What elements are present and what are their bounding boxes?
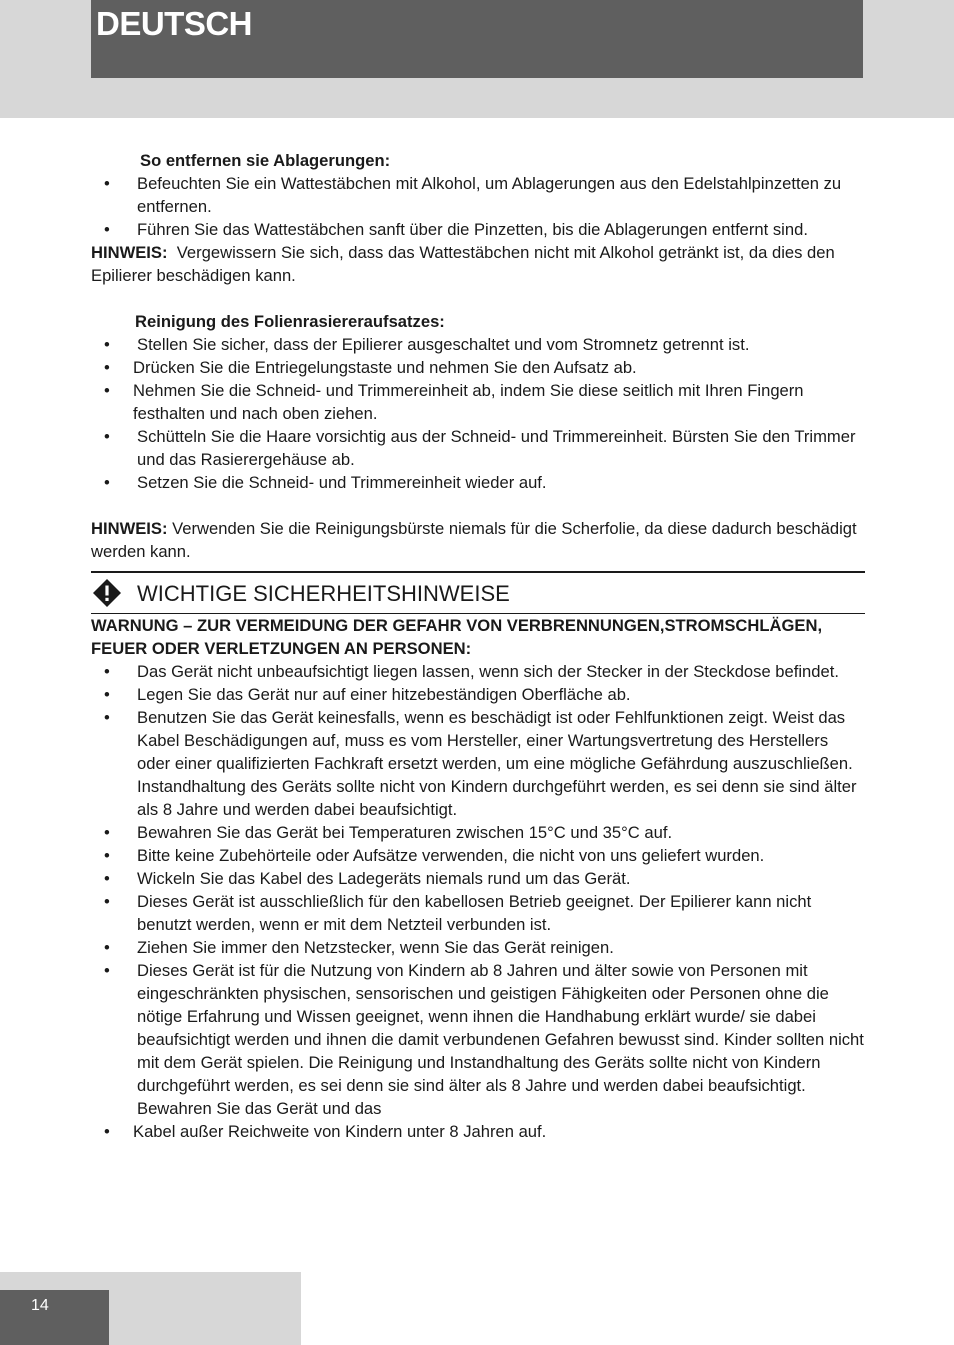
list-item: • Wickeln Sie das Kabel des Ladegeräts niemals rund um das Gerät.: [104, 869, 631, 888]
section-heading-deposits: So entfernen sie Ablagerungen:: [140, 151, 391, 170]
list-item: • Dieses Gerät ist für die Nutzung von Kindern ab 8 Jahren und älter sowie von Personen mit eingeschränkten physischen, sensorischen und geistigen Fähigkeiten oder Personen ohne die nötige Erfahrung und Wissen geeignet, wenn ihnen die Handhabung erklärt wurde/ sie dabei beaufsichtigt werden und ihnen die damit verbundenen Gefahren bewusst sind. Kinder sollten nicht mit dem Gerät spielen. Die Reinigung und Instandhaltung des Geräts sollte nicht von Kindern durchgeführt werden, es sei denn sie sind älter als 8 Jahre und werden dabei beaufsichtigt. Bewahren Sie das Gerät und das: [104, 961, 864, 1118]
bullet-icon: •: [104, 892, 110, 911]
bullet-icon: •: [104, 961, 110, 980]
list-item: • Bitte keine Zubehörteile oder Aufsätze verwenden, die nicht von uns geliefert wurden.: [104, 846, 765, 865]
bullet-icon: •: [104, 427, 110, 446]
list-item: • Befeuchten Sie ein Wattestäbchen mit Alkohol, um Ablagerungen aus den Edelstahlpinzetten zu entfernen.: [104, 174, 842, 216]
list-item: • Stellen Sie sicher, dass der Epilierer ausgeschaltet und vom Stromnetz getrennt ist.: [104, 335, 750, 354]
list-item: • Kabel außer Reichweite von Kindern unter 8 Jahren auf.: [104, 1122, 547, 1141]
list-item: • Ziehen Sie immer den Netzstecker, wenn Sie das Gerät reinigen.: [104, 938, 614, 957]
foil-cleaning-list: [91, 333, 865, 494]
section-heading-foil-cleaning: Reinigung des Folienrasiereraufsatzes:: [135, 312, 445, 331]
list-item: • Benutzen Sie das Gerät keinesfalls, wenn es beschädigt ist oder Fehlfunktionen zeigt. Weist das Kabel Beschädigungen auf, muss es vom Hersteller, einer Wartungsvertretung des Herstellers oder einer qualifizierten Fachkraft ersetzt werden, um eine mögliche Gefährdung auszuschließen. Instandhaltung des Geräts sollte nicht von Kindern durchgeführt werden, es sei denn sie sind älter als 8 Jahre und werden dabei beaufsichtigt.: [104, 708, 857, 819]
bullet-icon: •: [104, 381, 110, 400]
list-item: • Nehmen Sie die Schneid- und Trimmereinheit ab, indem Sie diese seitlich mit Ihren Fingern festhalten und nach oben ziehen.: [104, 381, 804, 423]
bullet-icon: •: [104, 220, 110, 239]
list-item: • Bewahren Sie das Gerät bei Temperaturen zwischen 15°C und 35°C auf.: [104, 823, 673, 842]
safety-list: [91, 660, 865, 1143]
note-deposits: HINWEIS: Vergewissern Sie sich, dass das Wattestäbchen nicht mit Alkohol getränkt ist, da dies den Epilierer beschädigen kann.: [91, 243, 835, 285]
note-label: HINWEIS:: [91, 243, 168, 262]
bullet-icon: •: [104, 662, 110, 681]
bullet-icon: •: [104, 358, 110, 377]
bullet-icon: •: [104, 869, 110, 888]
bullet-icon: •: [104, 823, 110, 842]
bullet-icon: •: [104, 685, 110, 704]
list-item: • Legen Sie das Gerät nur auf einer hitzebeständigen Oberfläche ab.: [104, 685, 631, 704]
page-number-box: [0, 1290, 109, 1345]
title-bar: [91, 0, 863, 78]
bullet-icon: •: [104, 708, 110, 727]
bullet-icon: •: [104, 473, 110, 492]
page-content: [91, 149, 865, 1143]
bullet-icon: •: [104, 335, 110, 354]
list-item: • Dieses Gerät ist ausschließlich für den kabellosen Betrieb geeignet. Der Epilierer kann nicht benutzt werden, wenn er mit dem Netzteil verbunden ist.: [104, 892, 812, 934]
safety-heading: WICHTIGE SICHERHEITSHINWEISE: [137, 580, 510, 606]
list-item: • Schütteln Sie die Haare vorsichtig aus der Schneid- und Trimmereinheit. Bürsten Sie den Trimmer und das Rasierergehäuse ab.: [104, 427, 856, 469]
warning-diamond-icon: [92, 578, 122, 608]
bullet-icon: •: [104, 174, 110, 193]
list-item: • Drücken Sie die Entriegelungstaste und nehmen Sie den Aufsatz ab.: [104, 358, 637, 377]
bullet-icon: •: [104, 938, 110, 957]
page-title: DEUTSCH: [96, 5, 253, 42]
deposits-list: [91, 172, 865, 241]
warning-text: WARNUNG – ZUR VERMEIDUNG DER GEFAHR VON VERBRENNUNGEN,STROMSCHLÄGEN, FEUER ODER VERLETZUNGEN AN PERSONEN:: [91, 616, 823, 658]
list-item: • Das Gerät nicht unbeaufsichtigt liegen lassen, wenn sich der Stecker in der Steckdose befindet.: [104, 662, 839, 681]
bullet-icon: •: [104, 1122, 110, 1141]
note-label: HINWEIS:: [91, 519, 168, 538]
page-number: 14: [31, 1297, 49, 1314]
list-item: • Führen Sie das Wattestäbchen sanft über die Pinzetten, bis die Ablagerungen entfernt sind.: [104, 220, 808, 239]
list-item: • Setzen Sie die Schneid- und Trimmereinheit wieder auf.: [104, 473, 547, 492]
bullet-icon: •: [104, 846, 110, 865]
safety-header: [91, 573, 865, 614]
note-cleaning-brush: HINWEIS: Verwenden Sie die Reinigungsbürste niemals für die Scherfolie, da diese dadurch beschädigt werden kann.: [91, 519, 857, 561]
